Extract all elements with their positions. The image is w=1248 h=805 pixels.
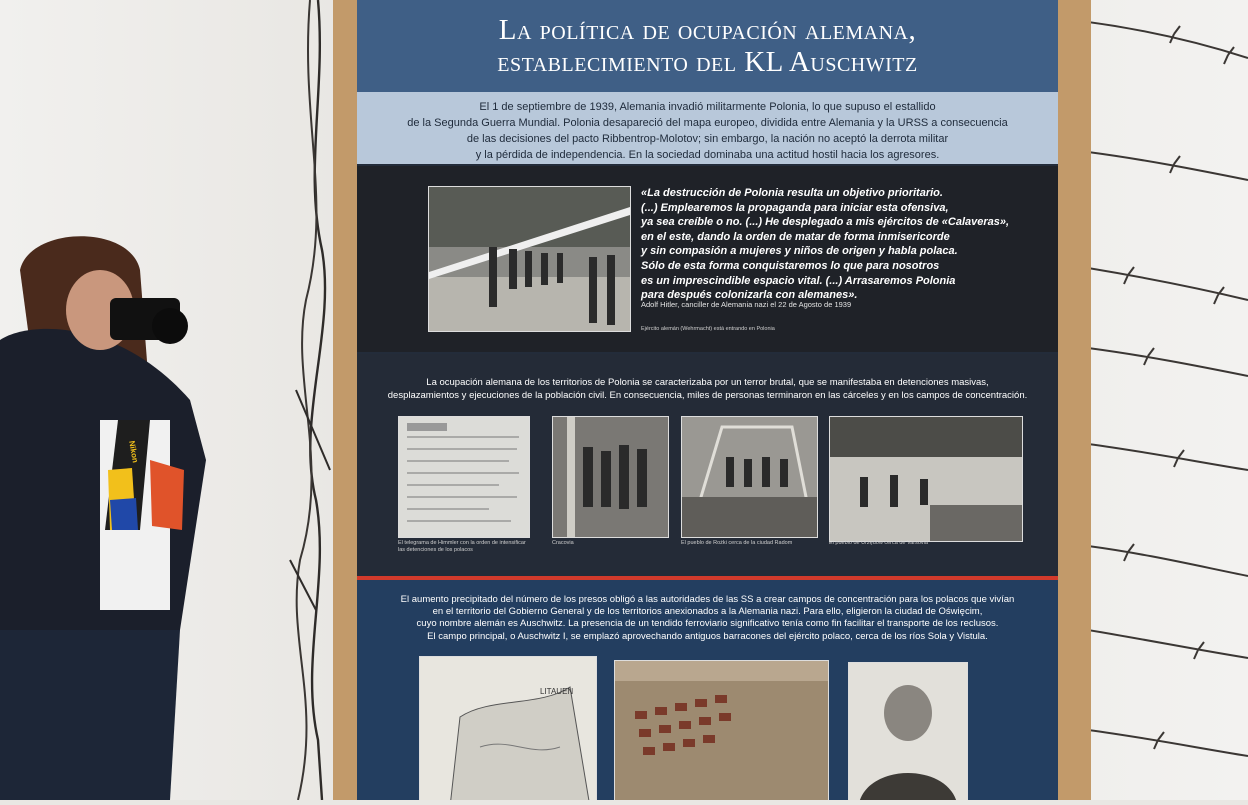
- quote-line: y sin compasión a mujeres y niños de origen y habla polaca.: [641, 245, 958, 258]
- occupation-text: [357, 376, 1058, 402]
- quote-line: para después colonizarla con alemanes».: [641, 289, 858, 302]
- intro-line: de las decisiones del pacto Ribbentrop-Molotov; sin embargo, la nación no aceptó la derrota militar: [466, 133, 949, 145]
- telegram-photo: [398, 416, 530, 538]
- camp-aerial-photo: [614, 660, 829, 800]
- urzedow-photo: [829, 416, 1023, 542]
- occupation-line: La ocupación alemana de los territorios de Polonia se caracterizaba por un terror brutal, que se manifestaba en detenciones masivas,: [426, 377, 989, 388]
- auschwitz-text: [357, 594, 1058, 643]
- panel-title-band: [357, 0, 1058, 92]
- occupation-section: [357, 354, 1058, 576]
- panel-title-line2: establecimiento del KL Auschwitz: [497, 46, 918, 78]
- krakow-photo: [552, 416, 669, 538]
- quote-line: (...) Emplearemos la propaganda para iniciar esta ofensiva,: [641, 201, 949, 214]
- intro-line: de la Segunda Guerra Mundial. Polonia desapareció del mapa europeo, dividida entre Alemania y la URSS a consecuencia: [407, 117, 1008, 129]
- auschwitz-line: en el territorio del Gobierno General y de los territorios anexionados a la Alemania nazi. Para ello, eligieron la ciudad de Oświęcim,: [432, 606, 983, 618]
- photo-caption: El telegrama de Himmler con la orden de intensificar las detenciones de los polacos: [398, 540, 526, 553]
- camera-strap-brand: Nikon: [127, 440, 140, 464]
- quote-line: «La destrucción de Polonia resulta un objetivo prioritario.: [641, 187, 943, 199]
- quote-section: [357, 166, 1058, 352]
- occupation-line: desplazamientos y ejecuciones de la población civil. En consecuencia, miles de personas terminaron en las cárceles y en los campos de concentración.: [387, 390, 1028, 401]
- hitler-quote: [641, 186, 1041, 303]
- auschwitz-line: cuyo nombre alemán es Auschwitz. La presencia de un tendido ferroviario significativo tenía como fin facilitar el transporte de los reclusos.: [416, 618, 999, 630]
- photo-caption: Ejército alemán (Wehrmacht) está entrando en Polonia: [641, 326, 775, 332]
- quote-line: es un imprescindible espacio vital. (...) Arrasaremos Polonia: [641, 274, 956, 287]
- map-photo: [419, 656, 597, 800]
- quote-line: Sólo de esta forma conquistaremos lo que para nosotros: [641, 259, 940, 272]
- quote-line: ya sea creíble o no. (...) He desplegado a mis ejércitos de «Calaveras»,: [641, 216, 1010, 229]
- intro-line: y la pérdida de independencia. En la sociedad dominaba una actitud hostil hacia los agresores.: [475, 149, 940, 161]
- auschwitz-line: El campo principal, o Auschwitz I, se emplazó aprovechando antiguos barracones del ejército polaco, cerca de los ríos Sola y Vistula.: [427, 630, 988, 642]
- map-label: LITAUEN: [540, 687, 574, 696]
- rozki-photo: [681, 416, 818, 538]
- auschwitz-section: [357, 580, 1058, 800]
- panel-title-line1: La política de ocupación alemana,: [498, 14, 917, 46]
- intro-line: El 1 de septiembre de 1939, Alemania invadió militarmente Polonia, lo que supuso el estallido: [479, 101, 936, 113]
- quote-line: en el este, dando la orden de matar de forma inmisericorde: [641, 230, 950, 243]
- exhibition-panel: [357, 0, 1058, 800]
- quote-attribution: Adolf Hitler, canciller de Alemania nazi el 22 de Agosto de 1939: [641, 300, 852, 309]
- photo-caption: El pueblo de Urzędów cerca de Varsovia: [829, 540, 928, 546]
- portrait-photo: [848, 662, 968, 800]
- photographer: [0, 230, 215, 800]
- photo-caption: Cracovia: [552, 540, 574, 546]
- photo-caption: El pueblo de Rożki cerca de la ciudad Radom: [681, 540, 793, 546]
- auschwitz-line: El aumento precipitado del número de los presos obligó a las autoridades de las SS a crear campos de concentración para los polacos que vivían: [400, 594, 1015, 605]
- invasion-photo: [428, 186, 631, 332]
- intro-text: [357, 92, 1058, 164]
